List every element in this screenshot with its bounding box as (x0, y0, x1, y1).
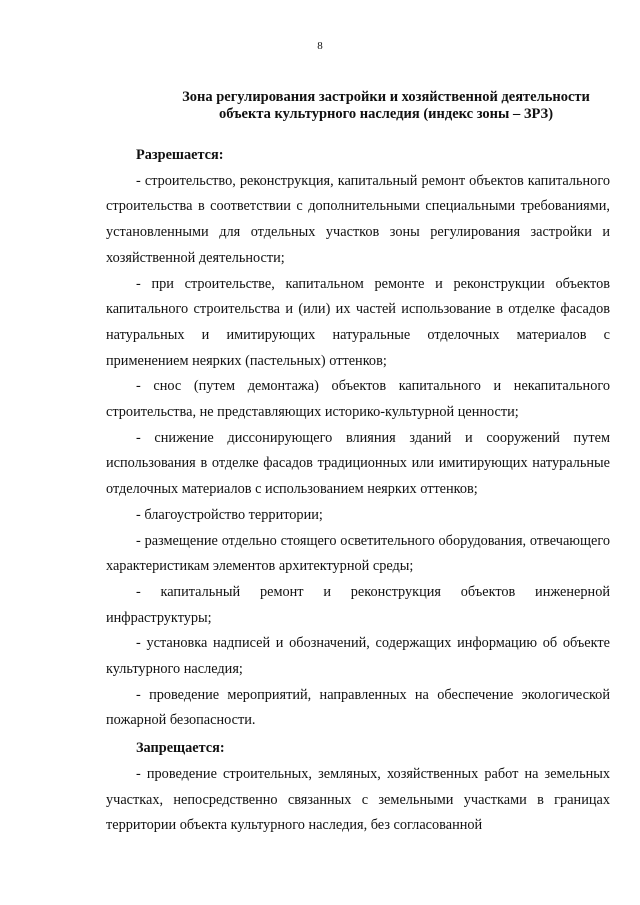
allowed-item: - строительство, реконструкция, капитальный ремонт объектов капитального строительства в соответствии с дополнительными специальными требованиями, установленными для отдельных участков зоны регулирования застройки и хозяйственной деятельности; (106, 172, 610, 266)
title-line-1: Зона регулирования застройки и хозяйственной деятельности (182, 89, 590, 105)
allowed-item: - проведение мероприятий, направленных на обеспечение экологической пожарной безопасности. (106, 686, 610, 729)
document-body (106, 143, 610, 839)
allowed-item: - снос (путем демонтажа) объектов капитального и некапитального строительства, не представляющих историко-культурной ценности; (106, 378, 610, 421)
allowed-item: - установка надписей и обозначений, содержащих информацию об объекте культурного наследия; (106, 635, 610, 678)
title-line-2: объекта культурного наследия (индекс зоны – ЗРЗ) (218, 106, 554, 122)
allowed-item: - при строительстве, капитальном ремонте и реконструкции объектов капитального строительства и (или) их частей использование в отделке фасадов натуральных и имитирующих натуральные отделочных материалов с применением неярких (пастельных) оттенков; (106, 275, 610, 369)
page-number: 8 (317, 40, 323, 52)
allowed-item: - размещение отдельно стоящего осветительного оборудования, отвечающего характеристикам элементов архитектурной среды; (106, 532, 610, 575)
allowed-heading: Разрешается: (136, 147, 224, 163)
allowed-item: - благоустройство территории; (136, 506, 323, 523)
allowed-item: - снижение диссонирующего влияния зданий и сооружений путем использования в отделке фасадов традиционных или имитирующих натуральные отделочных материалов с использованием неярких оттенков; (106, 429, 610, 498)
prohibited-heading: Запрещается: (136, 740, 225, 757)
document-title (130, 89, 640, 123)
prohibited-item: - проведение строительных, земляных, хозяйственных работ на земельных участках, непосредственно связанных с земельными участками в границах территории объекта культурного наследия, без согласованной (106, 765, 610, 834)
allowed-item: - капитальный ремонт и реконструкция объектов инженерной инфраструктуры; (106, 583, 610, 626)
